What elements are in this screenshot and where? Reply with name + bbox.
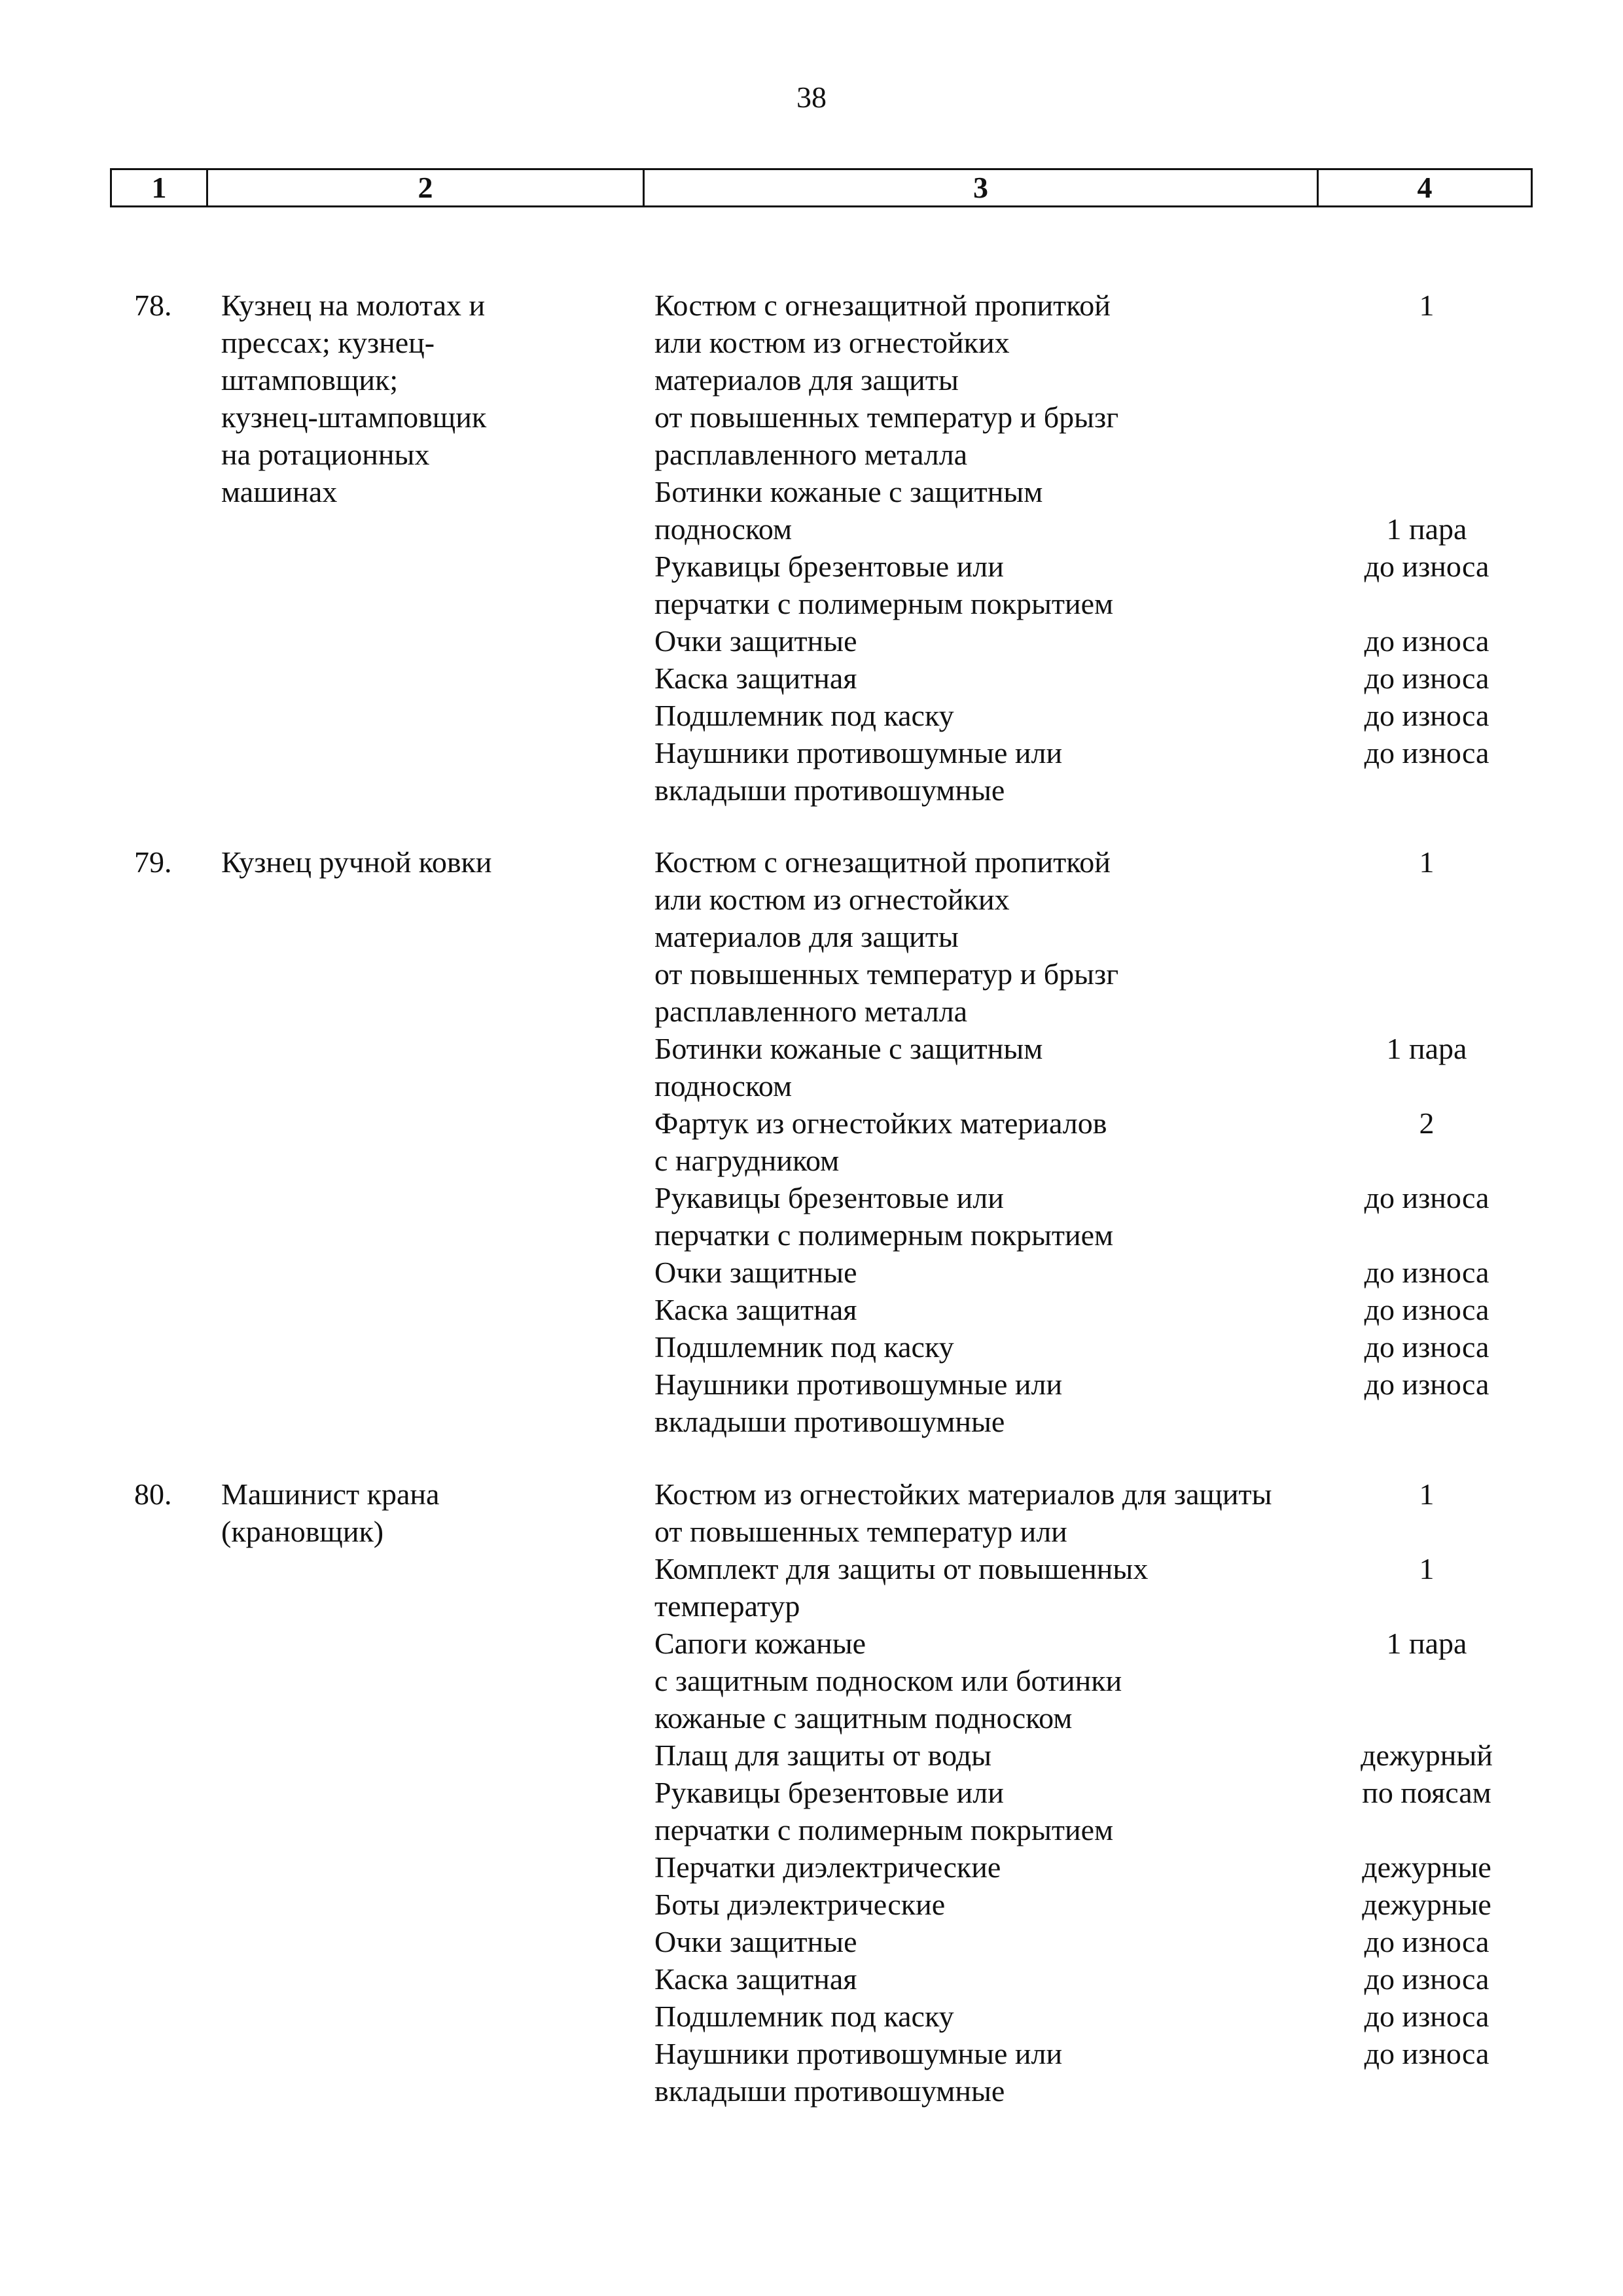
item-norm: до износа (1364, 2000, 1489, 2033)
ppe-item (654, 1960, 1531, 1998)
ppe-item (654, 843, 1531, 1030)
entry-number: 78. (134, 289, 172, 322)
profession-name: Кузнец на молотах и прессах; кузнец- штамповщик; кузнец-штамповщик на ротационных машинах (221, 289, 487, 508)
column-header-3: 3 (645, 170, 1319, 205)
ppe-item (654, 1774, 1531, 1848)
column-header-1: 1 (112, 170, 208, 205)
item-name: Наушники противошумные или вкладыши противошумные (654, 2037, 1063, 2108)
item-norm: 1 пара (1386, 1627, 1467, 1660)
item-name: Сапоги кожаные с защитным подноском или ботинки кожаные с защитным подноском (654, 1627, 1122, 1735)
ppe-item (654, 1328, 1531, 1366)
item-name: Очки защитные (654, 1256, 857, 1289)
item-norm: до износа (1364, 699, 1489, 732)
ppe-item (654, 1550, 1531, 1625)
ppe-item-list (654, 1475, 1531, 2110)
ppe-item (654, 697, 1531, 734)
ppe-item (654, 1254, 1531, 1291)
item-name: Боты диэлектрические (654, 1888, 946, 1921)
item-norm: 1 (1419, 1477, 1435, 1511)
ppe-item (654, 1366, 1531, 1440)
item-norm: до износа (1364, 1293, 1489, 1326)
column-header-4: 4 (1417, 171, 1433, 204)
entry-number: 79. (134, 845, 172, 879)
item-name: Рукавицы брезентовые или перчатки с полимерным покрытием (654, 550, 1114, 620)
ppe-item (654, 1848, 1531, 1886)
item-name: Ботинки кожаные с защитным подноском (654, 475, 1043, 546)
item-norm: до износа (1364, 1181, 1489, 1214)
item-name: Очки защитные (654, 1925, 857, 1958)
item-name: Ботинки кожаные с защитным подноском (654, 1032, 1043, 1103)
item-name: Подшлемник под каску (654, 699, 954, 732)
item-norm: по поясам (1362, 1776, 1491, 1809)
item-name: Каска защитная (654, 1293, 857, 1326)
item-name: Комплект для защиты от повышенных температур (654, 1552, 1149, 1623)
ppe-item (654, 1625, 1531, 1737)
item-norm: до износа (1364, 1330, 1489, 1364)
ppe-item (654, 2035, 1531, 2110)
item-name: Рукавицы брезентовые или перчатки с полимерным покрытием (654, 1776, 1114, 1846)
item-name: Костюм с огнезащитной пропиткой или костюм из огнестойких материалов для защиты от повышенных температур и брызг расплавленного металла (654, 289, 1119, 471)
item-name: Плащ для защиты от воды (654, 1739, 992, 1772)
ppe-item (654, 1886, 1531, 1923)
item-name: Фартук из огнестойких материалов с нагрудником (654, 1106, 1107, 1177)
item-name: Костюм из огнестойких материалов для защиты от повышенных температур или (654, 1477, 1272, 1548)
item-norm: 1 пара (1386, 1032, 1467, 1065)
profession-name: Машинист крана (крановщик) (221, 1477, 440, 1548)
item-norm: до износа (1364, 736, 1489, 769)
item-name: Подшлемник под каску (654, 2000, 954, 2033)
item-name: Очки защитные (654, 624, 857, 658)
item-norm: дежурные (1362, 1850, 1491, 1884)
item-name: Наушники противошумные или вкладыши противошумные (654, 1368, 1063, 1438)
ppe-item (654, 1179, 1531, 1254)
item-norm: 1 (1419, 845, 1435, 879)
ppe-item (654, 1998, 1531, 2035)
item-name: Перчатки диэлектрические (654, 1850, 1001, 1884)
ppe-item-list (654, 843, 1531, 1440)
item-norm: до износа (1364, 624, 1489, 658)
page-number: 38 (796, 80, 827, 114)
ppe-item (654, 1030, 1531, 1104)
item-norm: 1 (1419, 289, 1435, 322)
item-name: Рукавицы брезентовые или перчатки с полимерным покрытием (654, 1181, 1114, 1252)
item-norm: дежурный (1361, 1739, 1493, 1772)
item-name: Костюм с огнезащитной пропиткой или костюм из огнестойких материалов для защиты от повышенных температур и брызг расплавленного металла (654, 845, 1119, 1028)
item-norm: до износа (1364, 2037, 1489, 2070)
profession-name: Кузнец ручной ковки (221, 845, 492, 879)
ppe-item (654, 1291, 1531, 1328)
item-norm: дежурные (1362, 1888, 1491, 1921)
ppe-item (654, 1475, 1531, 1550)
item-norm: 1 (1419, 1552, 1435, 1585)
item-name: Подшлемник под каску (654, 1330, 954, 1364)
item-norm: до износа (1364, 662, 1489, 695)
column-header-2: 2 (208, 170, 645, 205)
item-norm: до износа (1364, 1256, 1489, 1289)
entry-number: 80. (134, 1477, 172, 1511)
item-name: Каска защитная (654, 1962, 857, 1996)
ppe-item (654, 660, 1531, 697)
column-header-row (110, 168, 1533, 207)
item-norm: до износа (1364, 1368, 1489, 1401)
item-norm: 1 пара (1386, 512, 1467, 546)
ppe-item (654, 622, 1531, 660)
ppe-item (654, 473, 1531, 548)
item-norm: до износа (1364, 550, 1489, 583)
ppe-item (654, 1104, 1531, 1179)
item-norm: до износа (1364, 1962, 1489, 1996)
item-name: Наушники противошумные или вкладыши противошумные (654, 736, 1063, 807)
item-norm: 2 (1419, 1106, 1435, 1140)
item-name: Каска защитная (654, 662, 857, 695)
ppe-item (654, 1923, 1531, 1960)
ppe-item (654, 287, 1531, 473)
item-norm: до износа (1364, 1925, 1489, 1958)
ppe-item-list (654, 287, 1531, 809)
ppe-item (654, 548, 1531, 622)
ppe-item (654, 734, 1531, 809)
ppe-item (654, 1737, 1531, 1774)
